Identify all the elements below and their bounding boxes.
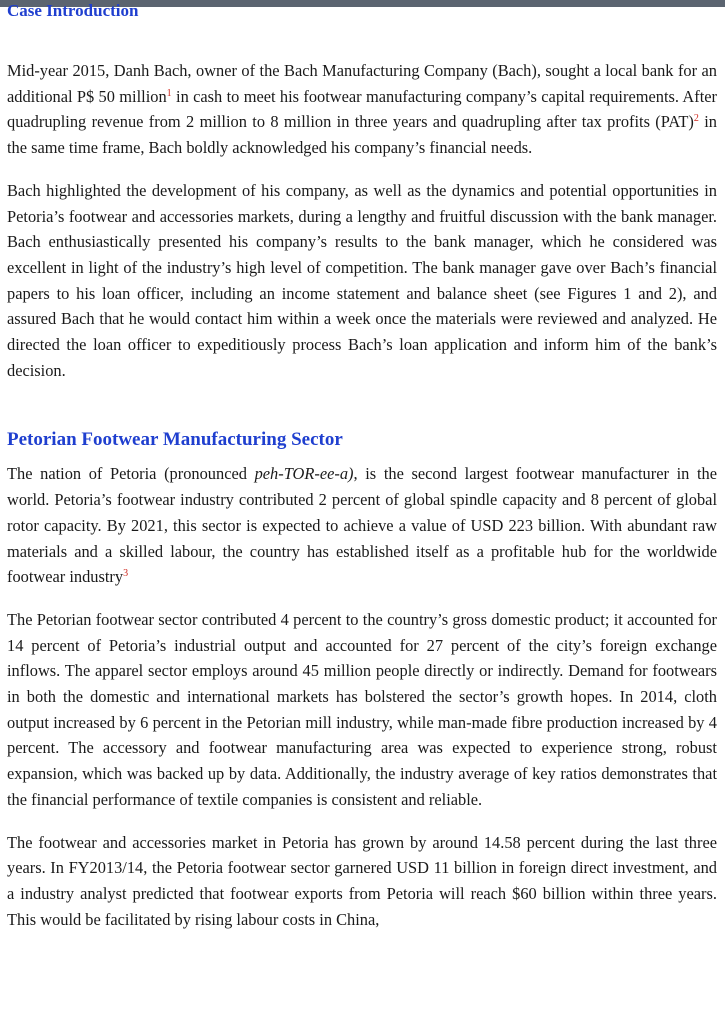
sector-paragraph-3: The footwear and accessories market in Petoria has grown by around 14.58 percent during the last three years. In FY2013/14, the Petoria footwear sector garnered USD 11 billion in foreign direct investment, and a industry analyst predicted that footwear exports from Petoria will reach $60 billion within three years. This would be facilitated by rising labour costs in China,	[7, 832, 717, 929]
footwear-sector-heading: Petorian Footwear Manufacturing Sector	[7, 429, 343, 451]
sector-paragraph-1: The nation of Petoria (pronounced peh-TOR-ee-a), is the second largest footwear manufacturer in the world. Petoria’s footwear industry contributed 2 percent of global spindle capacity and 8 percent of global rotor capacity. By 2021, this sector is expected to achieve a value of USD 223 billion. With abundant raw materials and a skilled labour, the country has established itself as a profitable hub for the worldwide footwear industry$^3$	[7, 464, 717, 587]
document-page	[7, 0, 717, 932]
sector-paragraph-2: The Petorian footwear sector contributed 4 percent to the country’s gross domestic product; it accounted for 14 percent of Petoria’s industrial output and accounted for 27 percent of the city’s foreign exchange inflows. The apparel sector employs around 45 million people directly or indirectly. Demand for footwears in both the domestic and international markets has bolstered the sector’s growth hopes. In 2014, cloth output increased by 6 percent in the Petorian mill industry, while man-made fibre production increased by 4 percent. The accessory and footwear manufacturing area was expected to experience strong, robust expansion, which was backed up by data. Additionally, the industry average of key ratios demonstrates that the financial performance of textile companies is consistent and reliable.	[7, 609, 717, 809]
case-introduction-heading: Case Introduction	[7, 1, 139, 20]
footnote-ref-2[interactable]: 2	[693, 113, 699, 125]
footnote-ref-3[interactable]: 3	[123, 568, 129, 580]
intro-paragraph-2: Bach highlighted the development of his company, as well as the dynamics and potential opportunities in Petoria’s footwear and accessories markets, during a lengthy and fruitful discussion with the bank manager. Bach enthusiastically presented his company’s results to the bank manager, which he considered was excellent in light of the industry’s high level of competition. The bank manager gave over Bach’s financial papers to his loan officer, including an income statement and balance sheet (see Figures 1 and 2), and assured Bach that he would contact him within a week once the materials were reviewed and analyzed. He directed the loan officer to expeditiously process Bach’s loan application and inform him of the bank’s decision.	[7, 180, 717, 380]
intro-paragraph-1: Mid-year 2015, Danh Bach, owner of the Bach Manufacturing Company (Bach), sought a local bank for an additional P$ 50 million$^1$ in cash to meet his footwear manufacturing company’s capital requirements. After quadrupling revenue from 2 million to 8 million in three years and quadrupling after tax profits (PAT)$^2$ in the same time frame, Bach boldly acknowledged his company’s financial needs.	[7, 61, 718, 158]
footnote-ref-1[interactable]: 1	[166, 87, 172, 99]
